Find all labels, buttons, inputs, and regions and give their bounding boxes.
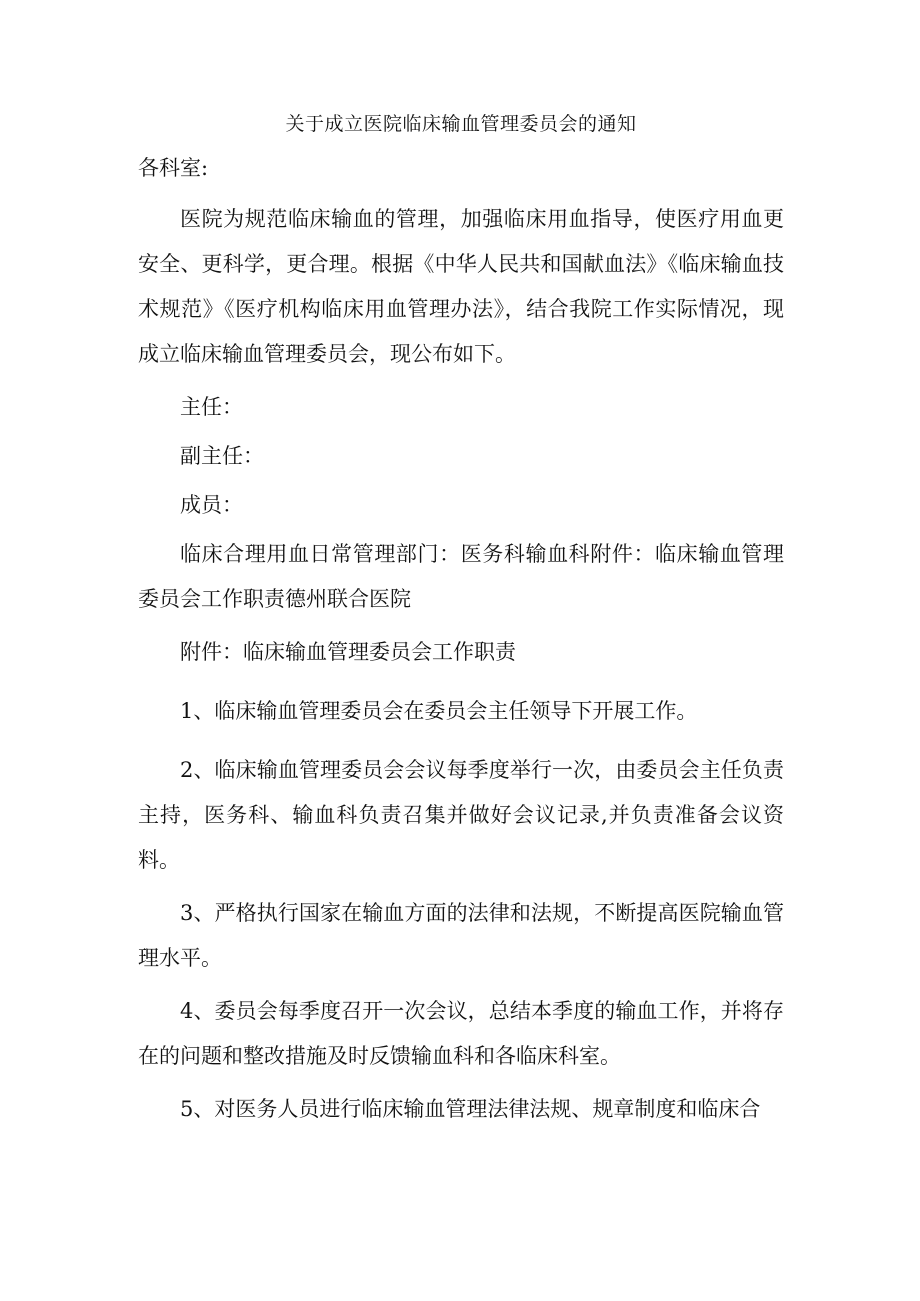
daily-management-paragraph: 临床合理用血日常管理部门：医务科输血科附件：临床输血管理委员会工作职责德州联合医院 [138, 542, 784, 611]
vice-director-line: 副主任： [180, 444, 264, 468]
director-line: 主任： [180, 395, 243, 419]
duty-item-3: 3、严格执行国家在输血方面的法律和法规，不断提高医院输血管理水平。 [138, 901, 784, 970]
document-body [138, 106, 784, 1140]
intro-paragraph: 医院为规范临床输血的管理，加强临床用血指导，使医疗用血更安全、更科学，更合理。根据《中华人民共和国献血法》《临床输血技术规范》《医疗机构临床用血管理办法》，结合我院工作实际情况，现成立临床输血管理委员会，现公布如下。 [138, 207, 784, 366]
duty-item-1: 1、临床输血管理委员会在委员会主任领导下开展工作。 [180, 699, 698, 723]
duty-item-5: 5、对医务人员进行临床输血管理法律法规、规章制度和临床合 [180, 1097, 761, 1121]
duty-item-4: 4、委员会每季度召开一次会议，总结本季度的输血工作，并将存在的问题和整改措施及时反馈输血科和各临床科室。 [138, 999, 784, 1068]
duty-item-2: 2、临床输血管理委员会会议每季度举行一次，由委员会主任负责主持，医务科、输血科负责召集并做好会议记录,并负责准备会议资料。 [138, 758, 784, 872]
attachment-heading: 附件：临床输血管理委员会工作职责 [180, 640, 516, 664]
members-line: 成员： [180, 493, 243, 517]
salutation: 各科室: [138, 156, 209, 180]
document-title: 关于成立医院临床输血管理委员会的通知 [285, 113, 637, 135]
